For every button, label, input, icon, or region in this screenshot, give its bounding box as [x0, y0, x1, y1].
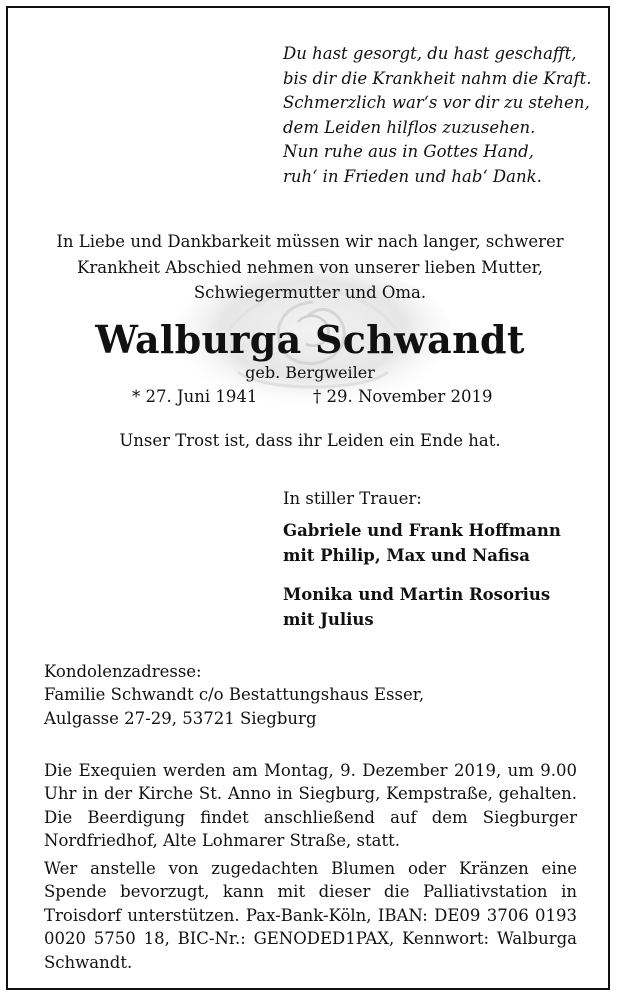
intro-line: In Liebe und Dankbarkeit müssen wir nach langer, schwerer	[56, 232, 564, 251]
poem	[283, 42, 591, 190]
mourner-line: Gabriele und Frank Hoffmann	[283, 521, 561, 540]
poem-line: Schmerzlich war‘s vor dir zu stehen,	[283, 93, 590, 113]
death-date: † 29. November 2019	[313, 387, 493, 406]
maiden-name: geb. Bergweiler	[245, 363, 375, 382]
donation-paragraph: Wer anstelle von zugedachten Blumen oder Kränzen eine Spende bevorzugt, kann mit dieser die Palliativstation in Troisdorf unterstützen. Pax-Bank-Köln, IBAN: DE09 3706 0193 0020 5750 18, BIC-Nr.: GENODED1PAX, Kennwort: Walburga Schwandt.	[44, 859, 577, 972]
poem-line: dem Leiden hilflos zuzusehen.	[283, 117, 536, 137]
address-line: Aulgasse 27-29, 53721 Siegburg	[44, 708, 317, 728]
comfort-line: Unser Trost ist, dass ihr Leiden ein Ende hat.	[119, 431, 501, 450]
intro-line: Schwiegermutter und Oma.	[193, 283, 427, 302]
birth-date: * 27. Juni 1941	[132, 387, 258, 406]
mourner-family	[283, 583, 550, 632]
mourner-family	[283, 519, 561, 568]
mourner-line: mit Julius	[283, 609, 374, 629]
deceased-name: Walburga Schwandt	[95, 317, 525, 362]
address-line: Familie Schwandt c/o Bestattungshaus Esser,	[44, 685, 425, 705]
address-line: Kondolenzadresse:	[44, 662, 202, 681]
exequies-paragraph: Die Exequien werden am Montag, 9. Dezember 2019, um 9.00 Uhr in der Kirche St. Anno in Siegburg, Kempstraße, gehalten. Die Beerdigung findet anschließend auf dem Siegburger Nordfriedhof, Alte Lohmarer Straße, statt.	[44, 761, 577, 851]
condolence-address	[44, 660, 424, 730]
mourner-line: mit Philip, Max und Nafisa	[283, 545, 530, 565]
poem-line: ruh‘ in Frieden und hab‘ Dank.	[283, 166, 542, 186]
poem-line: Nun ruhe aus in Gottes Hand,	[283, 142, 534, 162]
mourner-line: Monika und Martin Rosorius	[283, 585, 551, 604]
poem-line: bis dir die Krankheit nahm die Kraft.	[283, 68, 592, 88]
intro-text	[0, 229, 620, 306]
mourners-heading: In stiller Trauer:	[283, 489, 422, 508]
poem-line: Du hast gesorgt, du hast geschafft,	[283, 44, 577, 63]
intro-line: Krankheit Abschied nehmen von unserer lieben Mutter,	[77, 257, 543, 277]
